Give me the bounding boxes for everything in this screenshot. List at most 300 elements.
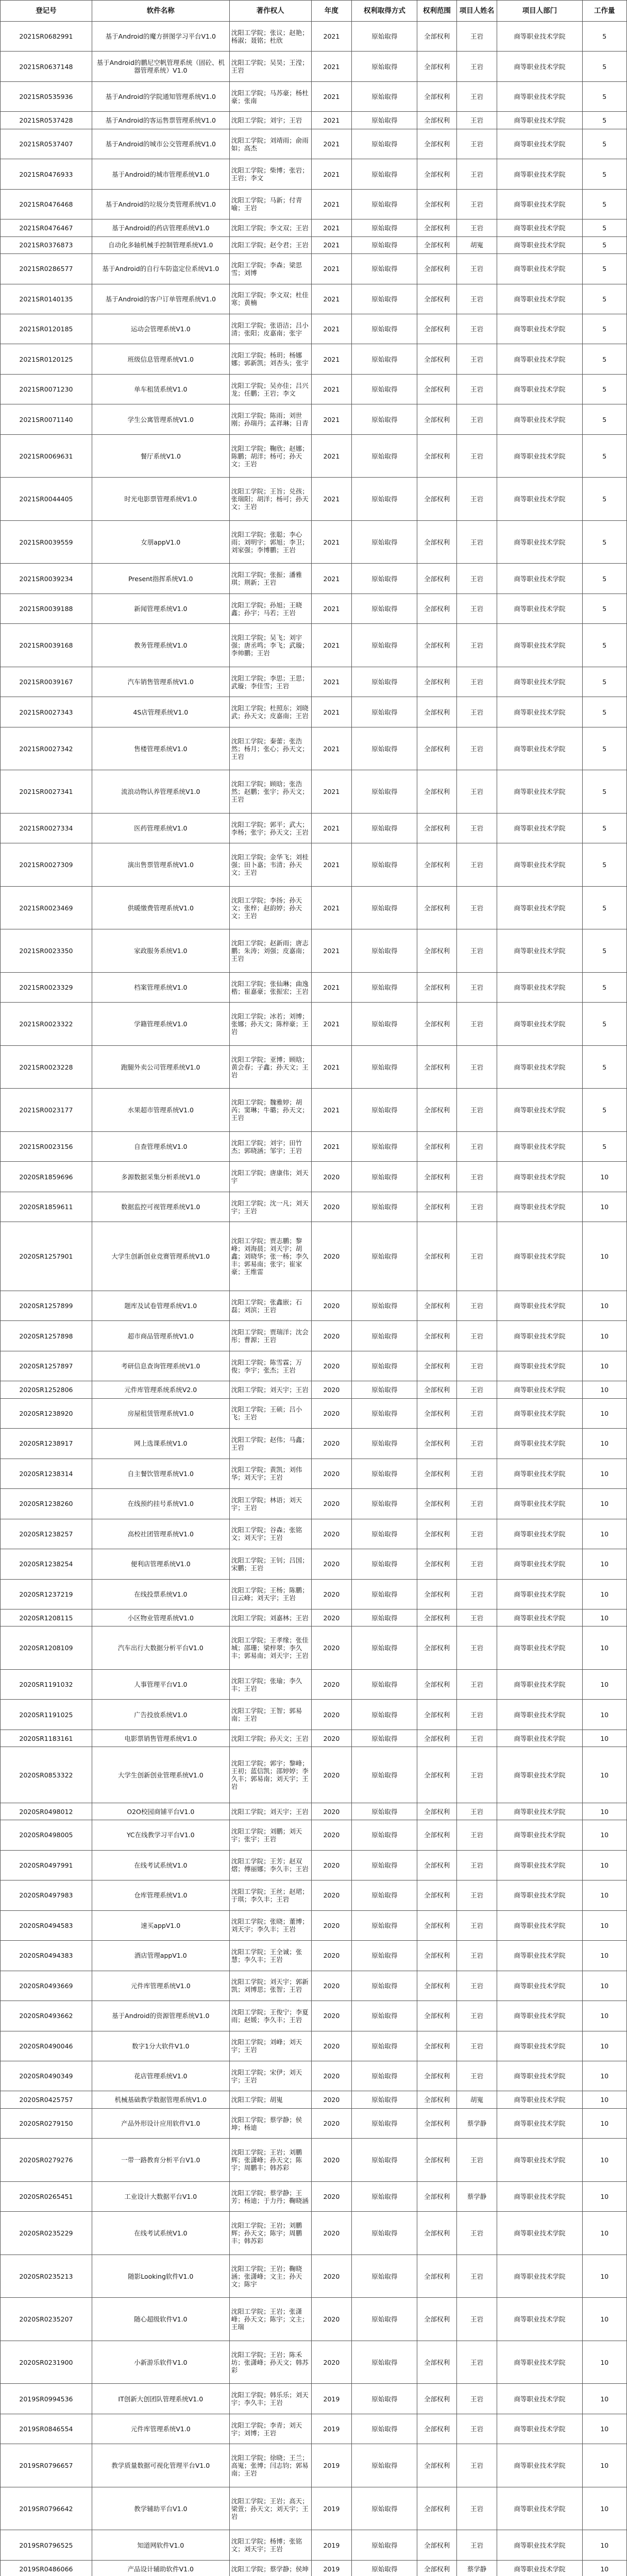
cell-workload: 10 — [582, 1850, 626, 1880]
cell-software-name: 知道网软件V1.0 — [92, 2530, 229, 2560]
cell-workload: 10 — [582, 1519, 626, 1549]
cell-rights-scope: 全部权利 — [417, 2444, 456, 2487]
cell-department: 商等职业技术学院 — [497, 1971, 582, 2001]
cell-project-person: 王岩 — [456, 1192, 497, 1222]
cell-department: 商等职业技术学院 — [497, 2061, 582, 2091]
cell-rights-scope: 全部权利 — [417, 1910, 456, 1940]
cell-copyright-owner: 沈阳工学院；刘峰；刘天宇；王岩 — [229, 2031, 311, 2061]
cell-registration-no: 2020SR1238314 — [1, 1459, 92, 1488]
cell-copyright-owner: 沈阳工学院；王丝；赵珺；于琪；李久丰；王岩 — [229, 1880, 311, 1910]
cell-registration-no: 2020SR0279276 — [1, 2139, 92, 2182]
cell-copyright-owner: 沈阳工学院；王旨；兑孩；张瑞阳；胡洋；杨可；孙天文；王岩 — [229, 478, 311, 521]
cell-department: 商等职业技术学院 — [497, 22, 582, 52]
cell-software-name: 演出售票管理系统V1.0 — [92, 843, 229, 887]
cell-registration-no: 2019SR0846554 — [1, 2414, 92, 2444]
cell-project-person: 王岩 — [456, 1609, 497, 1626]
table-row — [1, 1609, 627, 1626]
cell-registration-no: 2020SR0265451 — [1, 2181, 92, 2211]
cell-project-person: 王岩 — [456, 2212, 497, 2255]
cell-workload: 10 — [582, 2181, 626, 2211]
cell-registration-no: 2021SR0039559 — [1, 520, 92, 564]
cell-year: 2019 — [311, 2560, 352, 2576]
cell-rights-scope: 全部权利 — [417, 1609, 456, 1626]
cell-registration-no: 2020SR1238917 — [1, 1429, 92, 1459]
col-header-registration-no: 登记号 — [1, 1, 92, 22]
cell-acquisition-method: 原始取得 — [352, 1398, 417, 1428]
cell-copyright-owner: 沈阳工学院；陈雨；刘世刚；孙瑞丹；孟祥琳；日青 — [229, 404, 311, 434]
table-row — [1, 1549, 627, 1579]
cell-copyright-owner: 沈阳工学院；王全诚；张慧；李久丰；王岩 — [229, 1941, 311, 1971]
cell-department: 商等职业技术学院 — [497, 2414, 582, 2444]
cell-acquisition-method: 原始取得 — [352, 2298, 417, 2341]
cell-acquisition-method: 原始取得 — [352, 1429, 417, 1459]
cell-rights-scope: 全部权利 — [417, 112, 456, 129]
cell-project-person: 王岩 — [456, 1850, 497, 1880]
cell-workload: 5 — [582, 434, 626, 478]
cell-year: 2020 — [311, 1579, 352, 1609]
cell-rights-scope: 全部权利 — [417, 1381, 456, 1398]
table-row — [1, 159, 627, 189]
cell-copyright-owner: 沈阳工学院；王岩；陈禾坊；张潇峰；孙天文；韩苏彩 — [229, 2341, 311, 2384]
cell-software-name: 元件库管理系统V1.0 — [92, 1971, 229, 2001]
cell-software-name: 4S店管理系统V1.0 — [92, 697, 229, 727]
cell-registration-no: 2020SR1238920 — [1, 1398, 92, 1428]
cell-project-person: 王岩 — [456, 2298, 497, 2341]
cell-year: 2020 — [311, 2341, 352, 2384]
cell-rights-scope: 全部权利 — [417, 1003, 456, 1046]
cell-rights-scope: 全部权利 — [417, 1351, 456, 1381]
cell-registration-no: 2021SR0140135 — [1, 284, 92, 314]
cell-workload: 5 — [582, 478, 626, 521]
cell-department: 商等职业技术学院 — [497, 1850, 582, 1880]
cell-year: 2020 — [311, 2061, 352, 2091]
cell-rights-scope: 全部权利 — [417, 1162, 456, 1192]
cell-department: 商等职业技术学院 — [497, 1045, 582, 1089]
cell-workload: 10 — [582, 1222, 626, 1291]
cell-registration-no: 2021SR0023177 — [1, 1089, 92, 1132]
cell-copyright-owner: 沈阳工学院；蔡学静；侯坤；杨迪 — [229, 2108, 311, 2138]
cell-department: 商等职业技术学院 — [497, 2444, 582, 2487]
cell-department: 商等职业技术学院 — [497, 2108, 582, 2138]
cell-software-name: 基于Android的魔方拼图学习平台V1.0 — [92, 22, 229, 52]
cell-project-person: 王岩 — [456, 2384, 497, 2414]
cell-workload: 5 — [582, 159, 626, 189]
cell-registration-no: 2021SR0039188 — [1, 594, 92, 623]
cell-rights-scope: 全部权利 — [417, 2341, 456, 2384]
cell-rights-scope: 全部权利 — [417, 1459, 456, 1488]
cell-department: 商等职业技术学院 — [497, 478, 582, 521]
cell-software-name: 酒店管理appV1.0 — [92, 1941, 229, 1971]
cell-registration-no: 2021SR0027341 — [1, 770, 92, 814]
cell-workload: 10 — [582, 2298, 626, 2341]
cell-workload: 5 — [582, 189, 626, 219]
cell-registration-no: 2021SR0120125 — [1, 344, 92, 374]
cell-copyright-owner: 沈阳工学院；柴博；张岩；王岩；李文 — [229, 159, 311, 189]
cell-project-person: 王岩 — [456, 344, 497, 374]
cell-acquisition-method: 原始取得 — [352, 594, 417, 623]
cell-rights-scope: 全部权利 — [417, 1579, 456, 1609]
cell-project-person: 王岩 — [456, 2530, 497, 2560]
cell-acquisition-method: 原始取得 — [352, 81, 417, 111]
cell-department: 商等职业技术学院 — [497, 1549, 582, 1579]
cell-year: 2019 — [311, 2487, 352, 2530]
table-row — [1, 2298, 627, 2341]
cell-year: 2021 — [311, 344, 352, 374]
cell-project-person: 王岩 — [456, 1941, 497, 1971]
cell-copyright-owner: 沈阳工学院；蔡学静；侯坤 — [229, 2560, 311, 2576]
cell-department: 商等职业技术学院 — [497, 2181, 582, 2211]
cell-year: 2021 — [311, 219, 352, 236]
cell-copyright-owner: 沈阳工学院；徐晓；王兰；高嵬；张博；闫志钧；郭易南；王岩 — [229, 2444, 311, 2487]
cell-year: 2020 — [311, 1162, 352, 1192]
cell-acquisition-method: 原始取得 — [352, 254, 417, 284]
cell-copyright-owner: 沈阳工学院；郭宇；黎峰；王初；蓝信凯；邵婷婷；李久丰；郭易南；刘天宇；王岩 — [229, 1747, 311, 1803]
cell-registration-no: 2020SR1257899 — [1, 1291, 92, 1320]
table-row — [1, 52, 627, 81]
cell-acquisition-method: 原始取得 — [352, 1519, 417, 1549]
cell-year: 2020 — [311, 2031, 352, 2061]
cell-copyright-owner: 沈阳工学院；张聪；李心雨；刘明宇；郭旭；李卫；刘家强；李博鹏；王岩 — [229, 520, 311, 564]
cell-acquisition-method: 原始取得 — [352, 219, 417, 236]
cell-software-name: 在线考试系统V1.0 — [92, 2212, 229, 2255]
col-header-year: 年度 — [311, 1, 352, 22]
cell-software-name: 家政服务系统V1.0 — [92, 929, 229, 973]
cell-project-person: 王岩 — [456, 1381, 497, 1398]
table-row — [1, 2181, 627, 2211]
cell-project-person: 王岩 — [456, 1820, 497, 1850]
table-body — [1, 22, 627, 2576]
cell-rights-scope: 全部权利 — [417, 81, 456, 111]
cell-year: 2021 — [311, 236, 352, 253]
cell-rights-scope: 全部权利 — [417, 2031, 456, 2061]
table-row — [1, 2255, 627, 2298]
cell-project-person: 王岩 — [456, 2487, 497, 2530]
cell-rights-scope: 全部权利 — [417, 1941, 456, 1971]
cell-rights-scope: 全部权利 — [417, 159, 456, 189]
cell-copyright-owner: 沈阳工学院；顾晗；张浩然；赵鹏；张宇；孙天文；王岩 — [229, 770, 311, 814]
cell-department: 商等职业技术学院 — [497, 254, 582, 284]
cell-department: 商等职业技术学院 — [497, 1131, 582, 1161]
cell-department: 商等职业技术学院 — [497, 1941, 582, 1971]
cell-registration-no: 2019SR0994536 — [1, 2384, 92, 2414]
table-row — [1, 219, 627, 236]
cell-project-person: 王岩 — [456, 1803, 497, 1820]
cell-rights-scope: 全部权利 — [417, 1321, 456, 1351]
cell-department: 商等职业技术学院 — [497, 770, 582, 814]
cell-workload: 10 — [582, 2001, 626, 2031]
cell-acquisition-method: 原始取得 — [352, 929, 417, 973]
cell-workload: 10 — [582, 1609, 626, 1626]
cell-year: 2021 — [311, 434, 352, 478]
cell-acquisition-method: 原始取得 — [352, 770, 417, 814]
cell-workload: 5 — [582, 520, 626, 564]
cell-copyright-owner: 沈阳工学院；刘鹏；刘天宇；张宇；王岩 — [229, 1820, 311, 1850]
cell-copyright-owner: 沈阳工学院；孙旭；王晓鑫；孙宇；马若；王岩 — [229, 594, 311, 623]
cell-rights-scope: 全部权利 — [417, 2181, 456, 2211]
cell-workload: 5 — [582, 1089, 626, 1132]
cell-year: 2020 — [311, 1803, 352, 1820]
cell-workload: 10 — [582, 2530, 626, 2560]
cell-department: 商等职业技术学院 — [497, 236, 582, 253]
cell-project-person: 王岩 — [456, 2341, 497, 2384]
cell-year: 2021 — [311, 1131, 352, 1161]
cell-acquisition-method: 原始取得 — [352, 667, 417, 697]
cell-registration-no: 2020SR1257898 — [1, 1321, 92, 1351]
cell-department: 商等职业技术学院 — [497, 667, 582, 697]
cell-rights-scope: 全部权利 — [417, 1192, 456, 1222]
cell-registration-no: 2021SR0535936 — [1, 81, 92, 111]
cell-rights-scope: 全部权利 — [417, 1131, 456, 1161]
cell-year: 2021 — [311, 314, 352, 344]
cell-copyright-owner: 沈阳工学院；杨博；张铭文；刘天宇；王岩 — [229, 2530, 311, 2560]
cell-registration-no: 2020SR0498005 — [1, 1820, 92, 1850]
cell-project-person: 王岩 — [456, 159, 497, 189]
cell-registration-no: 2021SR0023156 — [1, 1131, 92, 1161]
cell-year: 2021 — [311, 594, 352, 623]
cell-year: 2021 — [311, 404, 352, 434]
cell-workload: 10 — [582, 1398, 626, 1428]
cell-year: 2020 — [311, 1669, 352, 1699]
cell-workload: 5 — [582, 129, 626, 159]
cell-software-name: 数据监控可视管理系统V1.0 — [92, 1192, 229, 1222]
cell-copyright-owner: 沈阳工学院；马苏豪；杨杜豪；张南 — [229, 81, 311, 111]
cell-rights-scope: 全部权利 — [417, 929, 456, 973]
cell-copyright-owner: 沈阳工学院；唐康伟；刘天宇 — [229, 1162, 311, 1192]
cell-copyright-owner: 沈阳工学院；鞠欣；赵娜；陈鹏；胡洋；杨可；孙天文；王岩 — [229, 434, 311, 478]
cell-year: 2021 — [311, 886, 352, 929]
cell-year: 2020 — [311, 2001, 352, 2031]
cell-registration-no: 2020SR1257901 — [1, 1222, 92, 1291]
table-row — [1, 1941, 627, 1971]
table-row — [1, 2108, 627, 2138]
cell-year: 2020 — [311, 1459, 352, 1488]
cell-workload: 5 — [582, 564, 626, 594]
cell-acquisition-method: 原始取得 — [352, 1489, 417, 1519]
cell-acquisition-method: 原始取得 — [352, 2139, 417, 2182]
table-row — [1, 1162, 627, 1192]
cell-workload: 10 — [582, 1626, 626, 1670]
cell-year: 2020 — [311, 2212, 352, 2255]
cell-department: 商等职业技术学院 — [497, 1351, 582, 1381]
cell-registration-no: 2021SR0039234 — [1, 564, 92, 594]
cell-department: 商等职业技术学院 — [497, 1820, 582, 1850]
cell-acquisition-method: 原始取得 — [352, 404, 417, 434]
cell-year: 2019 — [311, 2414, 352, 2444]
cell-rights-scope: 全部权利 — [417, 667, 456, 697]
cell-project-person: 王岩 — [456, 284, 497, 314]
cell-project-person: 王岩 — [456, 727, 497, 770]
cell-workload: 5 — [582, 344, 626, 374]
cell-project-person: 王岩 — [456, 624, 497, 667]
cell-acquisition-method: 原始取得 — [352, 520, 417, 564]
cell-rights-scope: 全部权利 — [417, 886, 456, 929]
cell-department: 商等职业技术学院 — [497, 2530, 582, 2560]
table-row — [1, 1045, 627, 1089]
cell-copyright-owner: 沈阳工学院；王芳；赵双熠；傅丽娜；李久丰；王岩 — [229, 1850, 311, 1880]
cell-project-person: 王岩 — [456, 2139, 497, 2182]
cell-copyright-owner: 沈阳工学院；郭平；武大；李杨；张宇；孙天文；王岩 — [229, 813, 311, 843]
cell-rights-scope: 全部权利 — [417, 219, 456, 236]
cell-registration-no: 2020SR0231900 — [1, 2341, 92, 2384]
cell-copyright-owner: 沈阳工学院；刘天宇；郭新凯；刘博思；张智；王岩 — [229, 1971, 311, 2001]
table-row — [1, 189, 627, 219]
cell-copyright-owner: 沈阳工学院；陈雪霖；万俊；李宇；张杰；王岩 — [229, 1351, 311, 1381]
cell-department: 商等职业技术学院 — [497, 52, 582, 81]
cell-year: 2021 — [311, 1003, 352, 1046]
cell-rights-scope: 全部权利 — [417, 374, 456, 404]
cell-software-name: 广告投放系统V1.0 — [92, 1700, 229, 1730]
cell-project-person: 王岩 — [456, 129, 497, 159]
cell-department: 商等职业技术学院 — [497, 1321, 582, 1351]
cell-copyright-owner: 沈阳工学院；秦蕾；张浩然；杨月；张心；孙天文；王岩 — [229, 727, 311, 770]
cell-copyright-owner: 沈阳工学院；冰若；刘博；张娜；孙天文；陈梓豪；王岩 — [229, 1003, 311, 1046]
cell-acquisition-method: 原始取得 — [352, 1880, 417, 1910]
table-row — [1, 112, 627, 129]
cell-department: 商等职业技术学院 — [497, 2139, 582, 2182]
table-row — [1, 520, 627, 564]
cell-software-name: 基于Android的城市公交管理系统V1.0 — [92, 129, 229, 159]
cell-registration-no: 2021SR0027343 — [1, 697, 92, 727]
cell-rights-scope: 全部权利 — [417, 1429, 456, 1459]
cell-project-person: 王岩 — [456, 886, 497, 929]
cell-year: 2020 — [311, 1747, 352, 1803]
cell-rights-scope: 全部权利 — [417, 2001, 456, 2031]
cell-workload: 10 — [582, 1579, 626, 1609]
cell-project-person: 王岩 — [456, 2444, 497, 2487]
cell-year: 2020 — [311, 1700, 352, 1730]
cell-department: 商等职业技术学院 — [497, 2212, 582, 2255]
cell-acquisition-method: 原始取得 — [352, 2108, 417, 2138]
cell-rights-scope: 全部权利 — [417, 972, 456, 1002]
cell-department: 商等职业技术学院 — [497, 1291, 582, 1320]
cell-software-name: 随心超级软件V1.0 — [92, 2298, 229, 2341]
cell-copyright-owner: 沈阳工学院；韩乐乐；刘天宇；李久丰；王岩 — [229, 2384, 311, 2414]
cell-acquisition-method: 原始取得 — [352, 564, 417, 594]
cell-copyright-owner: 沈阳工学院；王岩；刘鹏辉；孙天文；陈宇；周鹏丰；韩苏彩 — [229, 2212, 311, 2255]
cell-software-name: 电影票销售管理系统V1.0 — [92, 1730, 229, 1747]
cell-project-person: 王岩 — [456, 843, 497, 887]
cell-registration-no: 2020SR1859696 — [1, 1162, 92, 1192]
cell-software-name: 在线投票系统V1.0 — [92, 1579, 229, 1609]
cell-department: 商等职业技术学院 — [497, 1803, 582, 1820]
table-row — [1, 1131, 627, 1161]
cell-rights-scope: 全部权利 — [417, 2091, 456, 2108]
cell-software-name: 餐厅系统V1.0 — [92, 434, 229, 478]
table-row — [1, 697, 627, 727]
cell-copyright-owner: 沈阳工学院；张语洁；吕小清；张阳；皮嘉南；张宇 — [229, 314, 311, 344]
table-row — [1, 972, 627, 1002]
cell-registration-no: 2020SR1208115 — [1, 1609, 92, 1626]
cell-year: 2020 — [311, 2139, 352, 2182]
cell-copyright-owner: 沈阳工学院；张鑫嵌；石磊；刘滨；王岩 — [229, 1291, 311, 1320]
col-header-workload: 工作量 — [582, 1, 626, 22]
cell-copyright-owner: 沈阳工学院；孙天文；王岩 — [229, 1730, 311, 1747]
cell-software-name: 学生公寓管理系统V1.0 — [92, 404, 229, 434]
cell-acquisition-method: 原始取得 — [352, 2001, 417, 2031]
cell-software-name: 教学质量数据可视化管理平台V1.0 — [92, 2444, 229, 2487]
cell-rights-scope: 全部权利 — [417, 2384, 456, 2414]
cell-copyright-owner: 沈阳工学院；贾志鹏；黎峰；刘海晨；刘天宇；胡鑫；刘晓华；张一杨；李久丰；郭易南；张宇；崔家豪；王维雷 — [229, 1222, 311, 1291]
cell-software-name: 汽车销售管理系统V1.0 — [92, 667, 229, 697]
table-row — [1, 727, 627, 770]
cell-workload: 10 — [582, 2560, 626, 2576]
cell-acquisition-method: 原始取得 — [352, 1351, 417, 1381]
cell-acquisition-method: 原始取得 — [352, 1192, 417, 1222]
cell-registration-no: 2021SR0286577 — [1, 254, 92, 284]
cell-rights-scope: 全部权利 — [417, 189, 456, 219]
cell-rights-scope: 全部权利 — [417, 2212, 456, 2255]
cell-year: 2020 — [311, 1489, 352, 1519]
cell-software-name: 水果超市管理系统V1.0 — [92, 1089, 229, 1132]
cell-project-person: 王岩 — [456, 1089, 497, 1132]
cell-project-person: 王岩 — [456, 1045, 497, 1089]
table-row — [1, 1381, 627, 1398]
cell-acquisition-method: 原始取得 — [352, 2181, 417, 2211]
cell-copyright-owner: 沈阳工学院；王岩；张潇峰；孙天文；陈宇；文主；王瑞 — [229, 2298, 311, 2341]
cell-software-name: 花店管理系统V1.0 — [92, 2061, 229, 2091]
table-row — [1, 1747, 627, 1803]
cell-rights-scope: 全部权利 — [417, 2487, 456, 2530]
cell-department: 商等职业技术学院 — [497, 1429, 582, 1459]
cell-workload: 10 — [582, 1971, 626, 2001]
cell-department: 商等职业技术学院 — [497, 1519, 582, 1549]
cell-acquisition-method: 原始取得 — [352, 2384, 417, 2414]
cell-registration-no: 2021SR0476468 — [1, 189, 92, 219]
cell-acquisition-method: 原始取得 — [352, 1162, 417, 1192]
cell-year: 2020 — [311, 1941, 352, 1971]
table-row — [1, 1459, 627, 1488]
cell-software-name: 元件库管理系统V1.0 — [92, 2414, 229, 2444]
table-row — [1, 667, 627, 697]
table-row — [1, 1730, 627, 1747]
cell-copyright-owner: 沈阳工学院；张瑜；李久丰；王岩 — [229, 1669, 311, 1699]
cell-workload: 10 — [582, 2061, 626, 2091]
cell-rights-scope: 全部权利 — [417, 1850, 456, 1880]
table-row — [1, 254, 627, 284]
cell-software-name: 产品设计辅助软件V1.0 — [92, 2560, 229, 2576]
cell-rights-scope: 全部权利 — [417, 624, 456, 667]
cell-workload: 10 — [582, 1162, 626, 1192]
cell-workload: 10 — [582, 1381, 626, 1398]
table-row — [1, 1850, 627, 1880]
cell-workload: 10 — [582, 1321, 626, 1351]
table-row — [1, 1626, 627, 1670]
cell-department: 商等职业技术学院 — [497, 1089, 582, 1132]
cell-acquisition-method: 原始取得 — [352, 813, 417, 843]
cell-registration-no: 2020SR1208109 — [1, 1626, 92, 1670]
cell-workload: 5 — [582, 929, 626, 973]
cell-software-name: 在线预约挂号系统V1.0 — [92, 1489, 229, 1519]
cell-rights-scope: 全部权利 — [417, 1089, 456, 1132]
cell-department: 商等职业技术学院 — [497, 1626, 582, 1670]
cell-acquisition-method: 原始取得 — [352, 1003, 417, 1046]
cell-year: 2021 — [311, 112, 352, 129]
cell-project-person: 王岩 — [456, 813, 497, 843]
cell-department: 商等职业技术学院 — [497, 2031, 582, 2061]
cell-workload: 5 — [582, 667, 626, 697]
cell-acquisition-method: 原始取得 — [352, 434, 417, 478]
cell-software-name: 房屋租赁管理系统V1.0 — [92, 1398, 229, 1428]
table-row — [1, 1398, 627, 1428]
header-row — [1, 1, 627, 22]
cell-rights-scope: 全部权利 — [417, 2530, 456, 2560]
cell-copyright-owner: 沈阳工学院；刘嘉林；王岩 — [229, 1609, 311, 1626]
cell-copyright-owner: 沈阳工学院；王岩；刘鹏辉；张潇峰；孙天文；陈宇；周鹏丰；韩苏彩 — [229, 2139, 311, 2182]
table-row — [1, 2061, 627, 2091]
cell-copyright-owner: 沈阳工学院；王孝缘；张佳城；邵珊；梁梓翠；李久丰；郭易南；刘天宇；王岩 — [229, 1626, 311, 1670]
cell-workload: 10 — [582, 2091, 626, 2108]
cell-software-name: 基于Android的学院通知管理系统V1.0 — [92, 81, 229, 111]
